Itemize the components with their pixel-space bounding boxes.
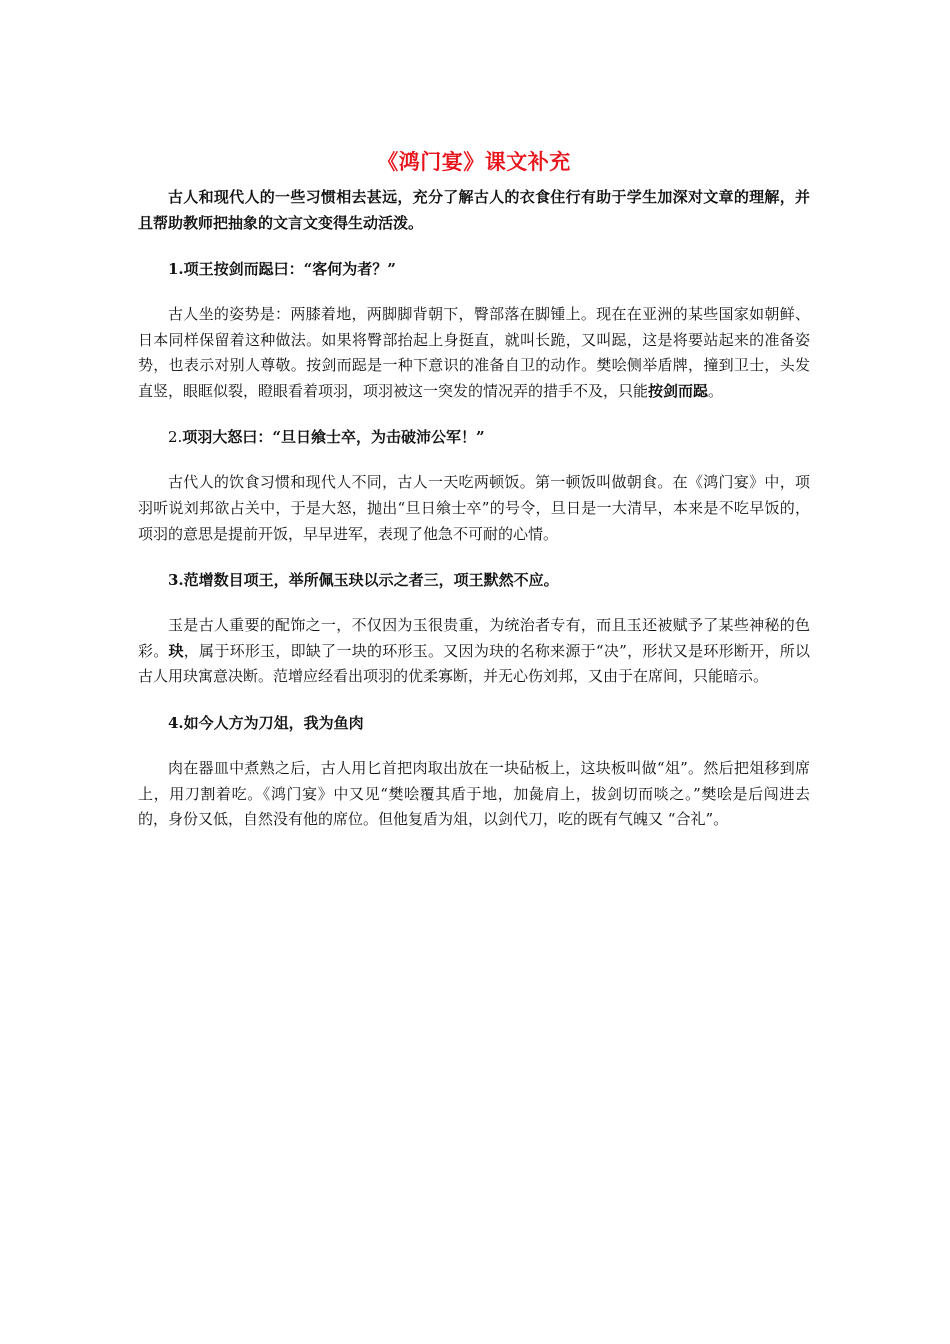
section-2-heading: [138, 424, 810, 450]
section-3-body: [138, 613, 810, 690]
section-3-body-text: 玉是古人重要的配饰之一，不仅因为玉很贵重，为统治者专有，而且玉还被赋予了某些神秘的色彩。: [138, 616, 810, 660]
section-3-body-emphasis: 玦: [168, 641, 184, 660]
document-title: 《鸿门宴》课文补充: [377, 149, 571, 174]
section-3-body-end: ，属于环形玉，即缺了一块的环形玉。又因为玦的名称来源于“决”，形状又是环形断开，所以古人用玦寓意决断。范增应经看出项羽的优柔寡断，并无心伤刘邦，又由于在席间，只能暗示。: [138, 641, 810, 686]
section-1-body-emphasis: 按剑而跽: [648, 381, 709, 400]
section-2-body: 古代人的饮食习惯和现代人不同，古人一天吃两顿饭。第一顿饭叫做朝食。在《鸿门宴》中，项羽听说刘邦欲占关中，于是大怒，抛出“旦日飨士卒”的号令，旦日是一大清早，本来是不吃早饭的，项羽的意思是提前开饭，早早进军，表现了他急不可耐的心情。: [138, 473, 810, 543]
section-1-heading: 1.项王按剑而跽曰：“客何为者？”: [168, 260, 396, 278]
section-1-body-end: 。: [708, 381, 724, 400]
section-2-heading-number: 2.: [168, 428, 183, 447]
document-content: [138, 148, 810, 833]
section-2-heading-text: 项羽大怒曰：“旦日飨士卒，为击破沛公军！”: [182, 428, 485, 447]
section-1-body: [138, 302, 810, 404]
section-3-heading: 3.范增数目项王，举所佩玉玦以示之者三，项王默然不应。: [168, 571, 559, 590]
section-4-body: 肉在器皿中煮熟之后，古人用匕首把肉取出放在一块砧板上，这块板叫做“俎”。然后把俎移到席上，用刀割着吃。《鸿门宴》中又见“樊哙覆其盾于地，加彘肩上，拔剑切而啖之。”樊哙是后闯进去的，身份又低，自然没有他的席位。但他复盾为俎，以剑代刀，吃的既有气魄又 “合礼”。: [138, 758, 810, 829]
section-1-body-text: 古人坐的姿势是：两膝着地，两脚脚背朝下，臀部落在脚锺上。现在在亚洲的某些国家如朝鲜、日本同样保留着这种做法。如果将臀部抬起上身挺直，就叫长跪，又叫跽，这是将要站起来的准备姿势，也表示对别人尊敬。按剑而跽是一种下意识的准备自卫的动作。樊哙侧举盾牌，撞到卫士，头发直竖，眼眶似裂，瞪眼看着项羽，项羽被这一突发的情况弄的措手不及，只能: [138, 305, 810, 400]
section-4-heading: 4.如今人方为刀俎，我为鱼肉: [168, 713, 364, 732]
intro-paragraph: 古人和现代人的一些习惯相去甚远，充分了解古人的衣食住行有助于学生加深对文章的理解，并且帮助教师把抽象的文言文变得生动活泼。: [138, 188, 810, 232]
